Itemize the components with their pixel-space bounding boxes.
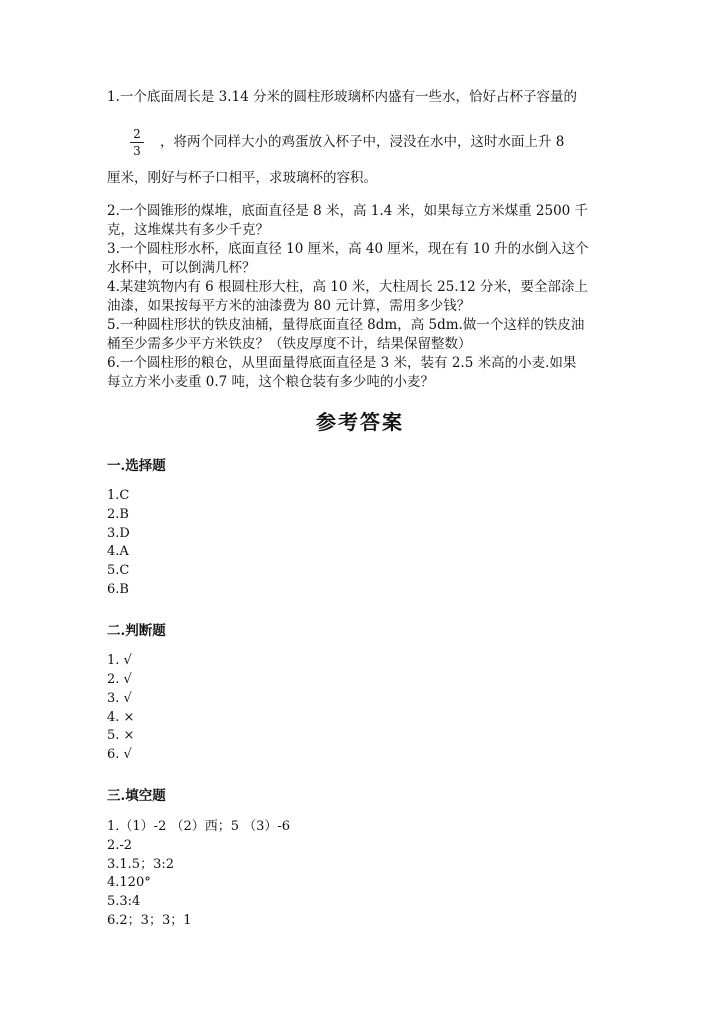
answer-item: 1.C — [107, 488, 130, 503]
answer-item: 6.2；3；3；1 — [107, 913, 192, 928]
question-1-line-1: 1.一个底面周长是 3.14 分米的圆柱形玻璃杯内盛有一些水，恰好占杯子容量的 — [107, 89, 578, 105]
answer-item: 6. √ — [107, 747, 132, 762]
answer-item: 4.120° — [107, 875, 151, 890]
section-heading-choice: 一.选择题 — [107, 458, 166, 474]
answer-item: 2.B — [107, 507, 129, 522]
question-2-line-1: 2.一个圆锥形的煤堆，底面直径是 8 米，高 1.4 米，如果每立方米煤重 2500 千 — [107, 203, 589, 219]
question-1-line-2: ，将两个同样大小的鸡蛋放入杯子中，浸没在水中，这时水面上升 8 — [160, 134, 565, 150]
fraction-numerator: 2 — [133, 127, 141, 141]
answer-item: 1. √ — [107, 653, 132, 668]
question-3-line-1: 3.一个圆柱形水杯，底面直径 10 厘米，高 40 厘米，现在有 10 升的水倒入这个 — [107, 241, 589, 257]
question-5-line-1: 5.一种圆柱形状的铁皮油桶，量得底面直径 8dm，高 5dm.做一个这样的铁皮油 — [107, 317, 585, 333]
answer-item: 2. √ — [107, 672, 132, 687]
question-5-line-2: 桶至少需多少平方米铁皮？（铁皮厚度不计，结果保留整数） — [107, 336, 472, 352]
fraction-denominator: 3 — [133, 144, 141, 158]
section-heading-fill-in: 三.填空题 — [107, 788, 166, 804]
answer-item: 3.1.5；3:2 — [107, 857, 174, 872]
answer-item: 5.3:4 — [107, 894, 141, 909]
fraction-bar — [130, 142, 144, 143]
question-2-line-2: 克，这堆煤共有多少千克？ — [107, 222, 269, 238]
question-6-line-2: 每立方米小麦重 0.7 吨，这个粮仓装有多少吨的小麦？ — [107, 374, 435, 390]
question-4-line-1: 4.某建筑物内有 6 根圆柱形大柱，高 10 米，大柱周长 25.12 分米，要全部涂上 — [107, 279, 589, 295]
fraction-two-thirds — [130, 128, 144, 158]
answer-item: 3. √ — [107, 691, 132, 706]
question-4-line-2: 油漆，如果按每平方米的油漆费为 80 元计算，需用多少钱？ — [107, 298, 471, 314]
question-1-line-3: 厘米，刚好与杯子口相平，求玻璃杯的容积。 — [107, 170, 377, 186]
answer-item: 1.（1）-2 （2）西；5 （3）-6 — [107, 819, 291, 834]
answer-title: 参考答案 — [316, 410, 404, 434]
question-3-line-2: 水杯中，可以倒满几杯？ — [107, 260, 256, 276]
question-6-line-1: 6.一个圆柱形的粮仓，从里面量得底面直径是 3 米，装有 2.5 米高的小麦.如果 — [107, 355, 577, 371]
answer-item: 5. × — [107, 728, 135, 743]
answer-item: 2.-2 — [107, 838, 133, 853]
answer-item: 4. × — [107, 710, 135, 725]
answer-item: 5.C — [107, 563, 130, 578]
answer-item: 6.B — [107, 582, 129, 597]
answer-item: 3.D — [107, 526, 130, 541]
answer-item: 4.A — [107, 544, 129, 559]
section-heading-judgment: 二.判断题 — [107, 623, 166, 639]
